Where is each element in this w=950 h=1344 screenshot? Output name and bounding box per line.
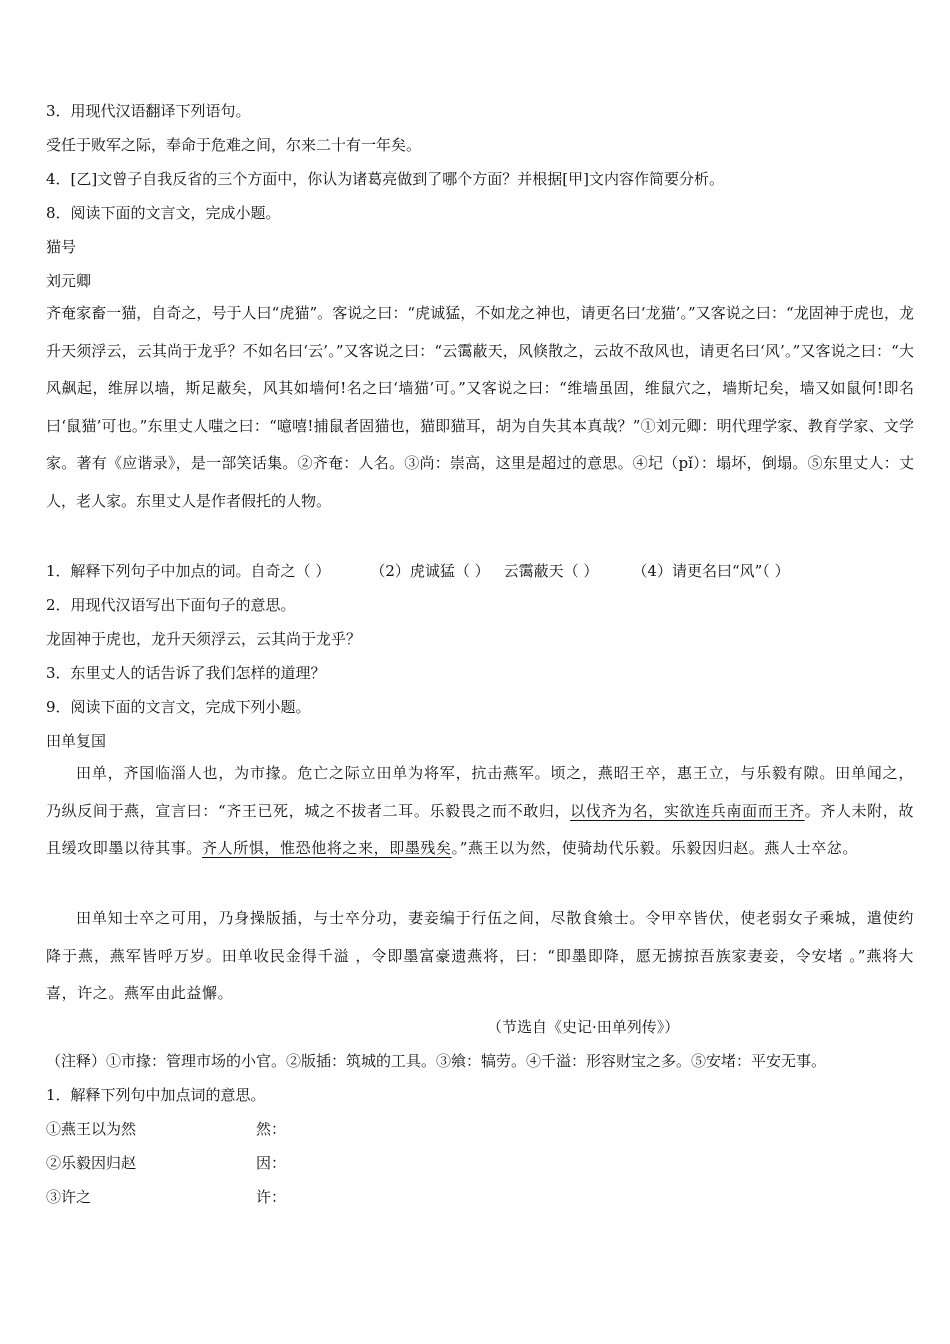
- item-right: 因：: [256, 1154, 287, 1172]
- cat-q1-part-d: （4）请更名曰“风”（ ）: [632, 562, 790, 580]
- tian-p1-underline-1: 以伐齐为名，实欲连兵南面而王齐: [570, 801, 805, 820]
- q3-heading: 3．用现代汉语翻译下列语句。: [46, 102, 251, 120]
- tian-p1-text-c: 。”燕王以为然，使骑劫代乐毅。乐毅因归赵。燕人士卒忿。: [451, 839, 858, 857]
- cat-title: 猫号: [46, 238, 77, 256]
- q8-heading: 8．阅读下面的文言文，完成小题。: [46, 204, 281, 222]
- cat-q1: [46, 561, 916, 581]
- item-left: ③许之: [46, 1188, 92, 1206]
- tian-paragraph-1: [46, 755, 914, 868]
- tian-source: （节选自《史记·田单列传》）: [487, 1018, 680, 1036]
- cat-passage: 齐奄家畜一猫，自奇之，号于人曰“虎猫”。客说之曰：“虎诚猛，不如龙之神也，请更名曰‘龙猫’。”又客说之曰：“龙固神于虎也，龙升天须浮云，云其尚于龙乎？不如名曰‘云’。”又客说之曰：“云霭蔽天，风倏散之，云故不敌风也，请更名曰‘风’。”又客说之曰：“大风飙起，维屏以墙，斯足蔽矣，风其如墙何!名之曰‘墙猫’可。”又客说之曰：“维墙虽固，维鼠穴之，墙斯圮矣，墙又如鼠何!即名曰‘鼠猫’可也。”东里丈人嗤之曰：“噫嘻!捕鼠者固猫也，猫即猫耳，胡为自失其本真哉？”①刘元卿：明代理学家、教育学家、文学家。著有《应谐录》，是一部笑话集。②齐奄：人名。③尚：崇高，这里是超过的意思。④圮（pǐ）：塌坏，倒塌。⑤东里丈人：丈人，老人家。东里丈人是作者假托的人物。: [46, 304, 914, 510]
- cat-q1-part-b: （2）虎诚猛（ ）: [370, 562, 490, 580]
- tian-p1-underline-2: 齐人所惧，惟恐他将之来，即墨残矣: [202, 839, 452, 857]
- list-item: [46, 1153, 916, 1173]
- tian-q1: 1．解释下列句中加点词的意思。: [46, 1086, 266, 1104]
- list-item: [46, 1119, 916, 1139]
- cat-q1-part-a: 1．解释下列句子中加点的词。自奇之（ ）: [46, 562, 331, 580]
- tian-p1-text-b: 。齐人未附，故且缓攻即墨以待其事。: [46, 801, 914, 857]
- list-item: [46, 1187, 916, 1207]
- tian-p1-text-a: 田单，齐国临淄人也，为市掾。危亡之际立田单为将军，抗击燕军。顷之，燕昭王卒，惠王立，与乐毅有隙。田单闻之，乃纵反间于燕，宣言曰：“齐王已死，城之不拔者二耳。乐毅畏之而不敢归，: [46, 764, 914, 820]
- q4-question: 4．[乙]文曾子自我反省的三个方面中，你认为诸葛亮做到了哪个方面？并根据[甲]文内容作简要分析。: [46, 170, 724, 188]
- item-left: ②乐毅因归赵: [46, 1154, 137, 1172]
- item-right: 许：: [256, 1188, 287, 1206]
- cat-q2-sentence: 龙固神于虎也，龙升天须浮云，云其尚于龙乎？: [46, 630, 362, 648]
- tian-notes: （注释）①市掾：管理市场的小官。②版插：筑城的工具。③飨：犒劳。④千溢：形容财宝之多。⑤安堵：平安无事。: [46, 1052, 827, 1070]
- cat-q1-part-c: 云霭蔽天（ ）: [503, 562, 599, 580]
- tian-title: 田单复国: [46, 732, 107, 750]
- cat-author: 刘元卿: [46, 272, 92, 290]
- tian-paragraph-2: 田单知士卒之可用，乃身操版插，与士卒分功，妻妾编于行伍之间，尽散食飨士。令甲卒皆伏，使老弱女子乘城，遣使约降于燕，燕军皆呼万岁。田单收民金得千溢 ，令即墨富豪遗燕将，曰：“即墨即降，愿无掳掠吾族家妻妾，令安堵 。”燕将大喜，许之。燕军由此益懈。: [46, 909, 915, 1002]
- q9-heading: 9．阅读下面的文言文，完成下列小题。: [46, 698, 311, 716]
- q3-sentence: 受任于败军之际，奉命于危难之间，尔来二十有一年矣。: [46, 136, 422, 154]
- cat-q3: 3．东里丈人的话告诉了我们怎样的道理？: [46, 664, 326, 682]
- item-right: 然：: [256, 1120, 287, 1138]
- item-left: ①燕王以为然: [46, 1120, 137, 1138]
- cat-q2: 2．用现代汉语写出下面句子的意思。: [46, 596, 296, 614]
